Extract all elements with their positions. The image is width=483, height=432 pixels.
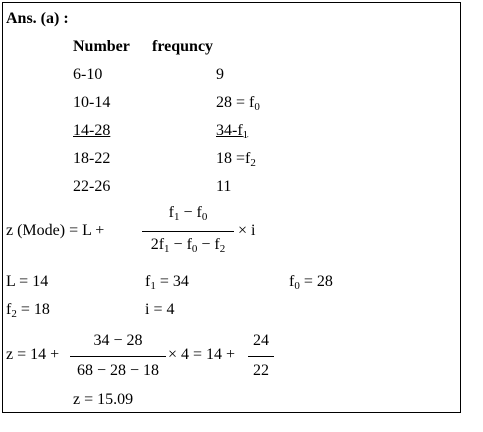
row-freq-modal: $34-f_1$ [216, 122, 249, 141]
row-range: 10-14 [73, 94, 111, 111]
value-f1: $f_1 = 34$ [145, 273, 189, 292]
row-freq: $18 =f_2$ [216, 150, 256, 169]
answer-heading: Ans. (a) : [6, 10, 69, 27]
fraction-bar [142, 231, 234, 232]
result: z = 15.09 [73, 391, 134, 408]
calc-fraction [70, 332, 166, 380]
row-range: 18-22 [73, 150, 111, 167]
col-header-frequency: frequncy [152, 38, 214, 55]
mode-formula-numerator: $f_1 - f_0$ [168, 204, 208, 223]
row-freq: 11 [216, 178, 232, 195]
row-freq: 9 [216, 66, 224, 83]
fraction-bar [70, 356, 166, 357]
col-header-number: Number [73, 38, 130, 55]
calc-numerator-2: 24 [253, 332, 269, 349]
calc-mid: × 4 = 14 + [168, 346, 236, 363]
row-range-modal: 14-28 [73, 122, 111, 139]
mode-formula-fraction [142, 204, 234, 260]
mode-formula-lhs: z (Mode) = L + [6, 222, 105, 239]
fraction-bar [248, 356, 274, 357]
calc-lhs: z = 14 + [6, 346, 60, 363]
row-range: 6-10 [73, 66, 103, 83]
row-range: 22-26 [73, 178, 111, 195]
mode-formula-rhs: × i [238, 222, 256, 239]
value-i: i = 4 [145, 301, 175, 318]
calc-fraction-2 [248, 332, 274, 380]
value-f2: $f_2 = 18$ [6, 301, 50, 320]
calc-denominator-2: 22 [253, 362, 269, 379]
mode-formula-denominator: $2f_1 - f_0 - f_2$ [150, 236, 226, 255]
row-freq: $28 = f_0$ [216, 94, 260, 113]
calc-denominator: 68 − 28 − 18 [76, 362, 160, 379]
value-f0: $f_0 = 28$ [289, 273, 333, 292]
calc-numerator: 34 − 28 [93, 332, 143, 349]
value-L: L = 14 [6, 273, 49, 290]
